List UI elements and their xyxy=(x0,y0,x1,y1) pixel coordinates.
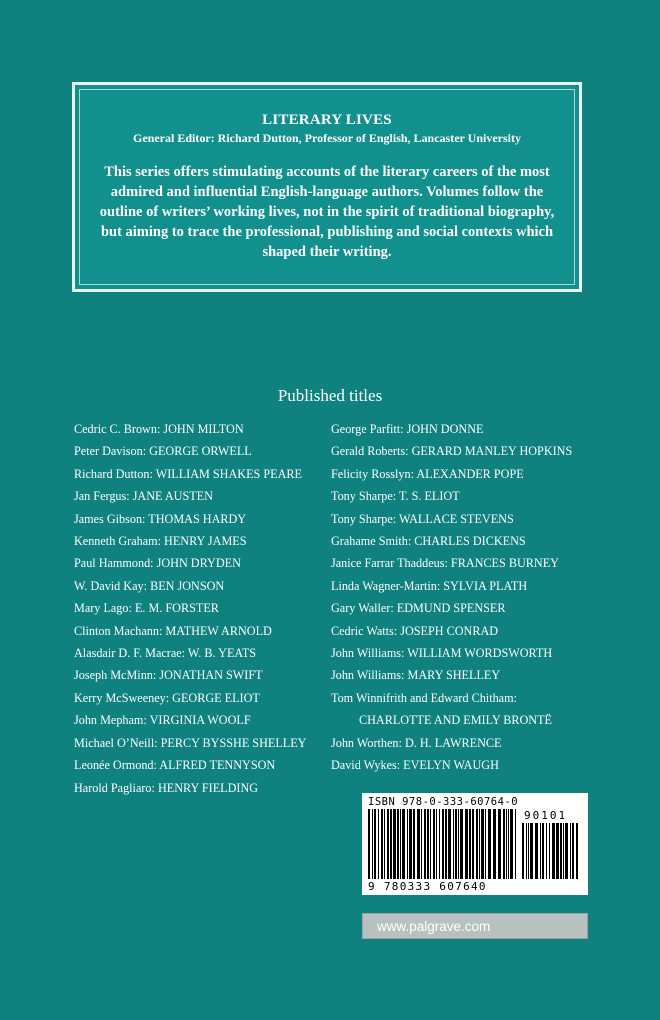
entry-subject: VIRGINIA WOOLF xyxy=(149,713,251,728)
title-entry xyxy=(74,597,306,619)
series-editor: General Editor: Richard Dutton, Professor of English, Lancaster University xyxy=(133,131,521,145)
barcode-bar xyxy=(479,809,480,879)
barcode-bar xyxy=(460,809,463,879)
barcode-bar xyxy=(503,809,505,879)
entry-author: John Worthen xyxy=(331,735,399,750)
title-entry xyxy=(74,709,306,731)
barcode-bar xyxy=(476,809,478,879)
entry-separator: : xyxy=(390,601,397,616)
entry-author: Richard Dutton xyxy=(74,466,150,481)
entry-subject: SYLVIA PLATH xyxy=(443,578,528,593)
entry-subject: MATHEW ARNOLD xyxy=(165,623,272,638)
barcode-bar xyxy=(472,809,474,879)
title-entry xyxy=(74,530,306,552)
entry-author: Tom Winnifrith and Edward Chitham xyxy=(331,690,514,705)
barcode-bar xyxy=(556,823,559,879)
entry-author: Kerry McSweeney xyxy=(74,690,166,705)
title-entry xyxy=(331,620,572,642)
title-entry xyxy=(331,552,572,574)
barcode-addon-number: 90101 xyxy=(524,809,568,822)
entry-author: Grahame Smith xyxy=(331,534,408,549)
entry-author: Joseph McMinn xyxy=(74,668,153,683)
barcode-bar xyxy=(458,809,459,879)
barcode-bar xyxy=(542,823,544,879)
entry-separator: : xyxy=(444,556,451,571)
entry-author: Felicity Rosslyn xyxy=(331,466,411,481)
barcode-bar xyxy=(570,823,571,879)
barcode-bar xyxy=(439,809,440,879)
barcode-bar xyxy=(384,809,385,879)
entry-separator: : xyxy=(154,735,161,750)
entry-subject: E. M. FORSTER xyxy=(134,601,219,616)
entry-subject: FRANCES BURNEY xyxy=(450,556,559,571)
title-entry xyxy=(74,732,306,754)
barcode-bar xyxy=(368,809,370,879)
series-title: LITERARY LIVES xyxy=(262,112,392,128)
entry-author: Alasdair D. F. Macrae xyxy=(74,646,182,661)
entry-separator: : xyxy=(396,758,404,773)
barcode-bar xyxy=(549,823,550,879)
ean-number: 9 780333 607640 xyxy=(368,880,487,893)
title-entry xyxy=(331,597,572,619)
title-entry xyxy=(74,575,306,597)
isbn-label: ISBN 978-0-333-60764-0 xyxy=(368,796,519,808)
title-entry xyxy=(74,642,306,664)
barcode-bar xyxy=(546,823,547,879)
barcode-bar xyxy=(381,809,383,879)
barcode-bar xyxy=(572,823,574,879)
title-entry xyxy=(74,463,306,485)
entry-separator: : xyxy=(513,690,517,705)
entry-author: Leonée Ormond xyxy=(74,758,154,773)
entry-author: Linda Wagner-Martin xyxy=(331,578,437,593)
entry-subject: D. H. LAWRENCE xyxy=(404,735,502,750)
entry-subject: JANE AUSTEN xyxy=(132,489,213,504)
entry-subject: CHARLES DICKENS xyxy=(414,534,526,549)
barcode-bar xyxy=(488,809,491,879)
title-entry xyxy=(74,687,306,709)
entry-subject: W. B. YEATS xyxy=(187,646,257,661)
entry-author: John Williams xyxy=(331,646,402,661)
title-entry xyxy=(74,485,306,507)
entry-subject: MARY SHELLEY xyxy=(407,668,501,683)
titles-list-left xyxy=(74,418,306,799)
entry-subject: EDMUND SPENSER xyxy=(396,601,506,616)
title-entry xyxy=(331,687,572,709)
entry-subject: GEORGE ELIOT xyxy=(172,690,260,705)
barcode-bar xyxy=(455,809,457,879)
barcode-bar xyxy=(465,809,468,879)
title-entry-continuation: CHARLOTTE AND EMILY BRONTË xyxy=(359,713,552,728)
entry-separator: : xyxy=(436,578,444,593)
barcode-bar xyxy=(510,809,513,879)
barcode-bar xyxy=(445,809,447,879)
title-entry xyxy=(331,642,572,664)
barcode-bar xyxy=(528,823,529,879)
entry-author: John Mepham xyxy=(74,713,144,728)
entry-subject: ALEXANDER POPE xyxy=(416,466,524,481)
barcode-bar xyxy=(563,823,564,879)
entry-subject: JOHN MILTON xyxy=(163,422,244,436)
entry-author: Janice Farrar Thaddeus xyxy=(331,556,445,571)
barcode-bar xyxy=(508,809,509,879)
entry-separator: : xyxy=(158,623,166,638)
barcode-bar xyxy=(397,809,399,879)
entry-author: Harold Pagliaro xyxy=(74,780,152,795)
barcode-bar xyxy=(424,809,426,879)
barcode-bar xyxy=(565,823,568,879)
entry-subject: T. S. ELIOT xyxy=(398,489,460,504)
series-info-box xyxy=(72,82,582,292)
addon-barcode-bars xyxy=(522,823,582,879)
entry-separator: : xyxy=(126,489,133,504)
entry-author: James Gibson xyxy=(74,511,143,526)
title-entry xyxy=(331,508,572,530)
entry-subject: PERCY BYSSHE SHELLEY xyxy=(160,735,307,750)
barcode-bar xyxy=(442,809,444,879)
entry-subject: HENRY FIELDING xyxy=(157,780,259,795)
ean-barcode-bars xyxy=(368,809,520,879)
entry-separator: : xyxy=(401,668,408,683)
title-entry xyxy=(331,664,572,686)
entry-separator: : xyxy=(156,422,164,436)
barcode-bar xyxy=(413,809,415,879)
entry-separator: : xyxy=(143,713,150,728)
barcode-bar xyxy=(378,809,379,879)
entry-author: George Parfitt xyxy=(331,422,401,436)
isbn-barcode xyxy=(362,793,588,895)
entry-author: Paul Hammond xyxy=(74,556,151,571)
titles-list-right xyxy=(331,418,572,777)
entry-separator: : xyxy=(152,668,160,683)
title-entry xyxy=(331,530,572,552)
title-entry xyxy=(331,485,572,507)
entry-author: Cedric C. Brown xyxy=(74,422,157,436)
barcode-bar xyxy=(493,809,496,879)
barcode-bar xyxy=(522,823,524,879)
barcode-bar xyxy=(535,823,538,879)
title-entry xyxy=(74,777,306,799)
title-entry xyxy=(331,754,572,776)
entry-separator: : xyxy=(400,422,407,436)
barcode-bar xyxy=(485,809,486,879)
entry-separator: : xyxy=(181,646,188,661)
title-entry xyxy=(331,575,572,597)
entry-separator: : xyxy=(142,511,149,526)
entry-author: Peter Davison xyxy=(74,444,143,459)
entry-separator: : xyxy=(392,511,399,526)
series-info-inner-border xyxy=(79,89,575,285)
series-description: This series offers stimulating accounts of the literary careers of the most admired and influential English-language authors. Volumes follow the outline of writers’ working lives, not in the spirit of traditional biography, but aiming to trace the professional, publishing and social contexts which shaped their writing. xyxy=(99,164,555,260)
entry-separator: : xyxy=(151,780,158,795)
barcode-bar xyxy=(469,809,471,879)
barcode-bar xyxy=(407,809,408,879)
entry-author: Mary Lago xyxy=(74,601,129,616)
entry-separator: : xyxy=(149,466,156,481)
entry-author: Jan Fergus xyxy=(74,489,127,504)
entry-separator: : xyxy=(393,623,401,638)
barcode-bar xyxy=(374,809,376,879)
barcode-bar xyxy=(498,809,501,879)
entry-subject: GERARD MANLEY HOPKINS xyxy=(411,444,573,459)
published-titles-heading: Published titles xyxy=(277,386,383,405)
entry-author: David Wykes xyxy=(331,758,397,773)
entry-separator: : xyxy=(153,758,160,773)
barcode-bar xyxy=(393,809,396,879)
barcode-bar xyxy=(552,823,555,879)
entry-author: W. David Kay xyxy=(74,578,144,593)
entry-subject: HENRY JAMES xyxy=(164,534,247,549)
entry-subject: GEORGE ORWELL xyxy=(149,444,252,459)
barcode-bar xyxy=(436,809,437,879)
barcode-bar xyxy=(390,809,392,879)
entry-separator: : xyxy=(142,444,150,459)
entry-subject: ALFRED TENNYSON xyxy=(159,758,276,773)
entry-separator: : xyxy=(401,646,408,661)
barcode-bar xyxy=(387,809,389,879)
barcode-bar xyxy=(402,809,405,879)
barcode-bar xyxy=(409,809,412,879)
title-entry xyxy=(74,440,306,462)
entry-author: Gary Waller xyxy=(331,601,391,616)
title-entry xyxy=(331,463,572,485)
title-entry xyxy=(74,508,306,530)
barcode-bar xyxy=(560,823,562,879)
entry-separator: : xyxy=(143,578,151,593)
entry-separator: : xyxy=(128,601,135,616)
title-entry xyxy=(74,620,306,642)
entry-author: Clinton Machann xyxy=(74,623,159,638)
title-entry xyxy=(331,732,572,754)
publisher-website: www.palgrave.com xyxy=(362,913,588,939)
entry-subject: WILLIAM SHAKES PEARE xyxy=(155,466,302,481)
entry-author: Michael O’Neill xyxy=(74,735,155,750)
entry-author: Cedric Watts xyxy=(331,623,394,638)
barcode-bar xyxy=(433,809,435,879)
title-entry xyxy=(74,552,306,574)
entry-separator: : xyxy=(157,534,165,549)
entry-author: Tony Sharpe xyxy=(331,511,393,526)
barcode-bar xyxy=(526,823,527,879)
barcode-bar xyxy=(515,809,516,879)
title-entry xyxy=(74,664,306,686)
entry-subject: JOHN DRYDEN xyxy=(156,556,241,571)
entry-separator: : xyxy=(410,466,417,481)
barcode-bar xyxy=(453,809,454,879)
title-entry xyxy=(74,754,306,776)
barcode-bar xyxy=(417,809,420,879)
barcode-bar xyxy=(530,823,533,879)
entry-subject: BEN JONSON xyxy=(150,578,225,593)
barcode-bar xyxy=(400,809,401,879)
entry-subject: EVELYN WAUGH xyxy=(403,758,499,773)
entry-author: Kenneth Graham xyxy=(74,534,158,549)
barcode-bar xyxy=(481,809,484,879)
barcode-bar xyxy=(448,809,451,879)
title-entry xyxy=(331,440,572,462)
entry-author: Gerald Roberts xyxy=(331,444,406,459)
title-entry xyxy=(74,418,306,440)
barcode-bar xyxy=(506,809,507,879)
entry-separator: : xyxy=(405,444,412,459)
entry-subject: JONATHAN SWIFT xyxy=(159,668,263,683)
title-entry xyxy=(331,418,572,440)
entry-author: Tony Sharpe xyxy=(331,489,393,504)
entry-subject: WALLACE STEVENS xyxy=(398,511,514,526)
entry-subject: THOMAS HARDY xyxy=(148,511,247,526)
barcode-bar xyxy=(540,823,541,879)
entry-separator: : xyxy=(165,690,173,705)
entry-separator: : xyxy=(398,735,405,750)
entry-subject: JOHN DONNE xyxy=(406,422,484,436)
entry-separator: : xyxy=(392,489,399,504)
entry-subject: JOSEPH CONRAD xyxy=(400,623,499,638)
barcode-bar xyxy=(430,809,431,879)
barcode-bar xyxy=(576,823,578,879)
barcode-bar xyxy=(372,809,373,879)
barcode-bar xyxy=(421,809,422,879)
barcode-bar xyxy=(427,809,429,879)
entry-subject: WILLIAM WORDSWORTH xyxy=(407,646,553,661)
entry-separator: : xyxy=(150,556,157,571)
entry-author: John Williams xyxy=(331,668,402,683)
entry-separator: : xyxy=(407,534,415,549)
